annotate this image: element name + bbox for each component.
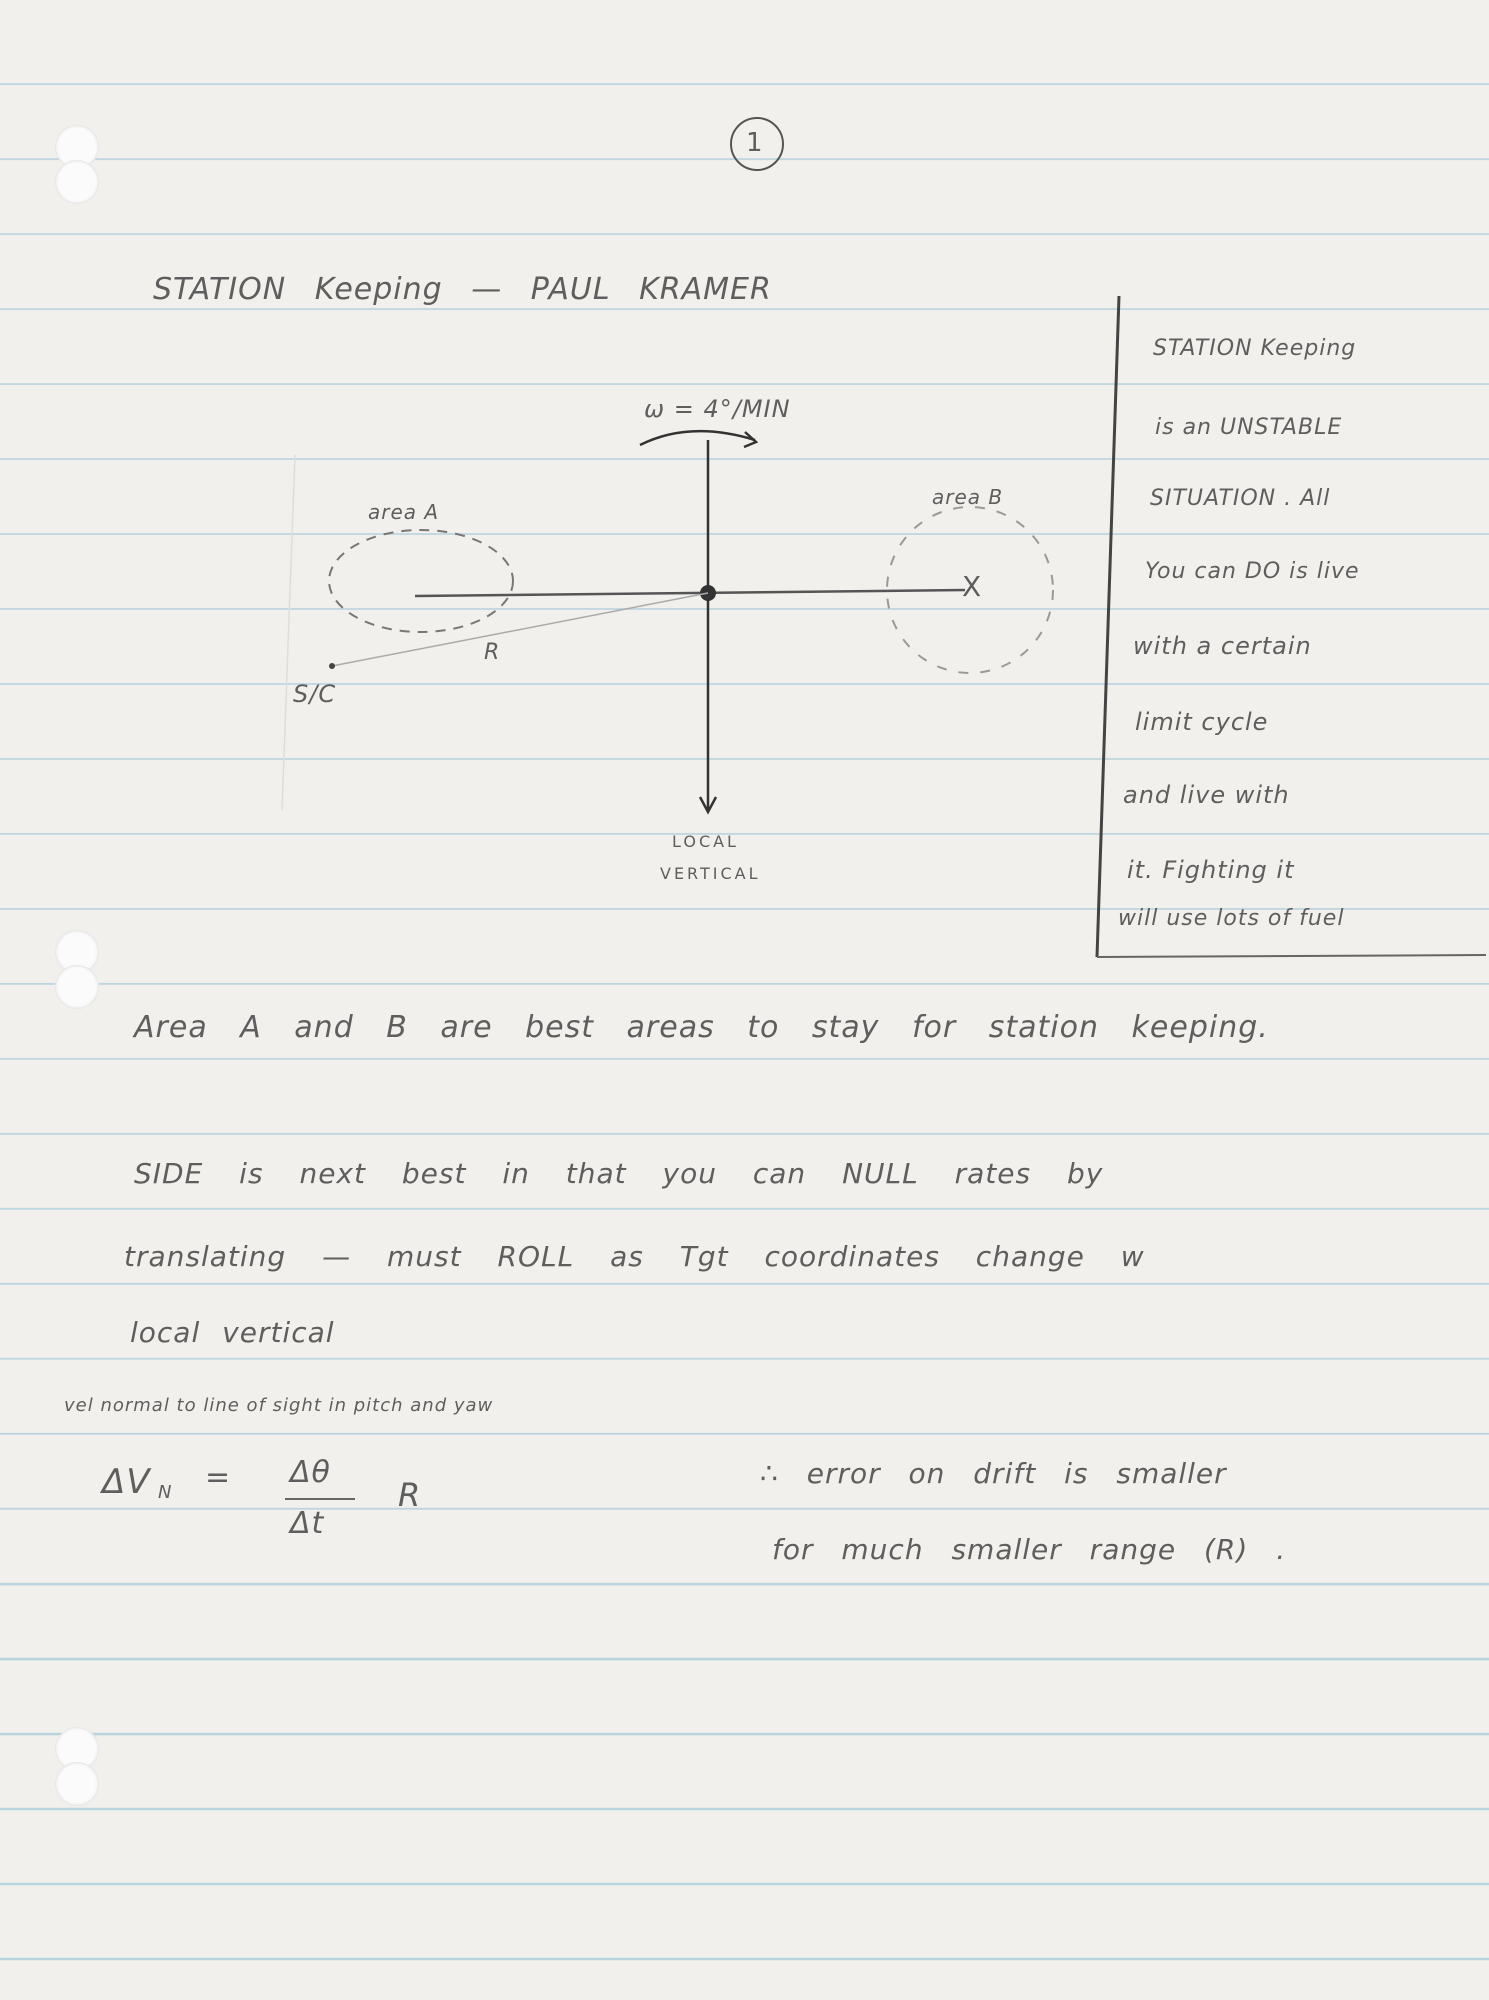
orbit-line — [415, 590, 965, 596]
equation-factor: R — [398, 1476, 422, 1514]
local-vertical-label: VERTICAL — [660, 864, 761, 883]
omega-label: ω = 4°/MIN — [644, 395, 791, 423]
equation-lhs: ΔV — [102, 1462, 151, 1502]
side-note-line: with a certain — [1133, 632, 1312, 660]
area-a-label: area A — [368, 500, 440, 524]
side-note-line: and live with — [1123, 781, 1290, 809]
body-line: local vertical — [130, 1316, 335, 1349]
body-line: Area A and B are best areas to stay for station keeping. — [134, 1010, 1269, 1045]
side-note-line: SITUATION . All — [1150, 486, 1331, 511]
equation-equals: = — [205, 1460, 232, 1495]
small-note: vel normal to line of sight in pitch and yaw — [64, 1395, 494, 1416]
side-note-border — [1097, 296, 1119, 957]
body-line: translating — must ROLL as Tgt coordinates change w — [124, 1240, 1145, 1273]
page-title: STATION Keeping — PAUL KRAMER — [153, 272, 772, 307]
equation-subscript: N — [158, 1482, 173, 1503]
side-note-line: is an UNSTABLE — [1155, 415, 1343, 440]
page-number: 1 — [746, 128, 766, 158]
body-line: SIDE is next best in that you can NULL rates by — [134, 1157, 1104, 1190]
spacecraft-point — [329, 663, 335, 669]
equation-denominator: Δt — [290, 1506, 325, 1541]
conclusion-line: for much smaller range (R) . — [772, 1533, 1287, 1566]
target-x-mark: X — [962, 570, 985, 603]
fraction-bar — [285, 1498, 355, 1500]
side-note-line: You can DO is live — [1145, 559, 1360, 584]
side-note-line: will use lots of fuel — [1118, 906, 1345, 931]
side-note-line: it. Fighting it — [1127, 856, 1295, 884]
conclusion-line: ∴ error on drift is smaller — [760, 1457, 1227, 1490]
side-note-line: STATION Keeping — [1153, 336, 1357, 361]
side-note-line: limit cycle — [1135, 708, 1269, 736]
area-a-outline — [329, 530, 513, 632]
range-label: R — [484, 640, 501, 665]
area-b-label: area B — [932, 485, 1004, 509]
spacecraft-label: S/C — [293, 680, 337, 708]
equation-numerator: Δθ — [290, 1455, 331, 1490]
local-vertical-label: LOCAL — [672, 832, 739, 851]
rotation-arrow — [640, 431, 755, 445]
